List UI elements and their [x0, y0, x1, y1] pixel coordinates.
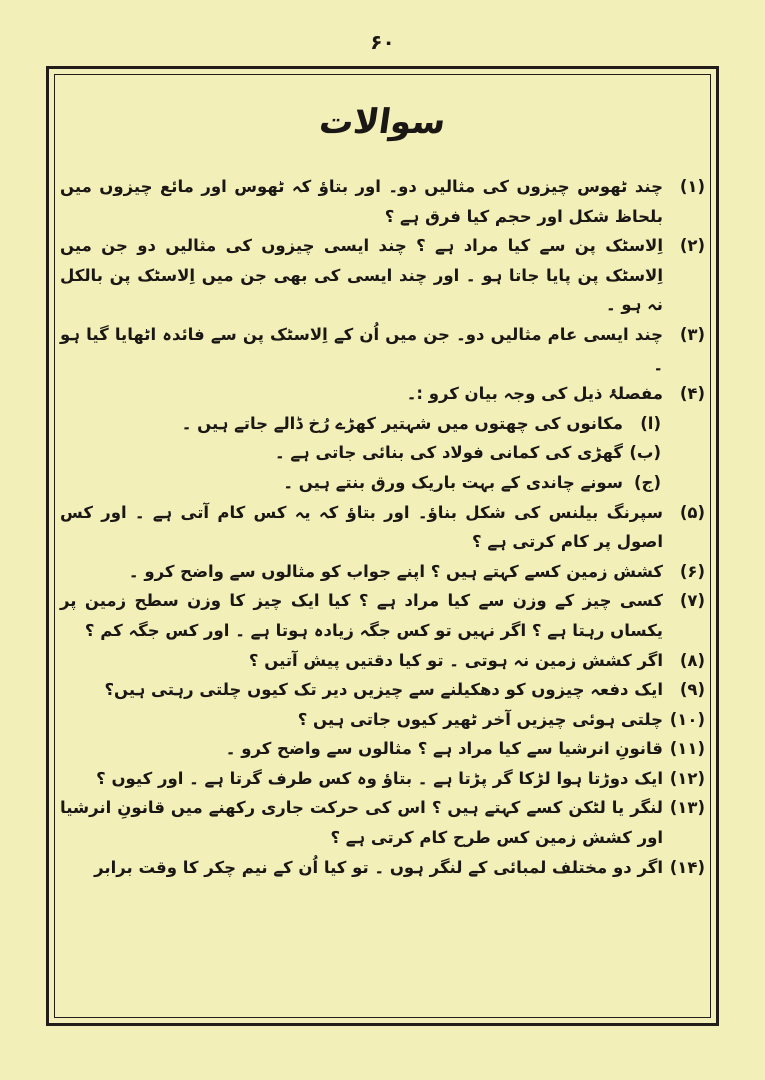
- question-number: (۷): [679, 591, 705, 611]
- question-item: [60, 172, 705, 231]
- question-number: (۱): [679, 177, 705, 196]
- question-text: لنگر یا لٹکن کسے کہتے ہیں ؟ اس کی حرکت جاری رکھنے میں قانونِ انرشیا اور کشش زمین کس طرح کام کرتی ہے ؟: [60, 798, 663, 848]
- question-item: [60, 675, 705, 705]
- question-number: (۱۲): [669, 768, 705, 788]
- question-item: [60, 379, 705, 409]
- question-text: کشش زمین کسے کہتے ہیں ؟ اپنے جواب کو مثالوں سے واضح کرو ۔: [128, 561, 663, 581]
- question-list: [60, 172, 705, 882]
- question-item: [60, 586, 705, 645]
- question-text: ایک دوڑتا ہوا لڑکا گر پڑتا ہے ۔ بتاؤ وہ کس طرف گرتا ہے ۔ اور کیوں ؟: [96, 768, 663, 788]
- question-text: قانونِ انرشیا سے کیا مراد ہے ؟ مثالوں سے واضح کرو ۔: [225, 739, 663, 759]
- question-number: (۵): [679, 502, 705, 522]
- sub-item-letter: (ج): [634, 472, 661, 492]
- sub-item-text: سونے چاندی کے بہت باریک ورق بنتے ہیں ۔: [283, 472, 623, 492]
- question-text: چند ایسی عام مثالیں دو۔ جن میں اُن کے اِلاسٹک پن سے فائدہ اٹھایا گیا ہو ۔: [60, 324, 663, 374]
- question-text: سپرنگ بیلنس کی شکل بناؤ۔ اور بتاؤ کہ یہ کس کام آتی ہے ۔ اور کس اصول پر کام کرتی ہے ؟: [60, 502, 663, 552]
- question-number: (۱۱): [669, 739, 705, 759]
- question-item: [60, 231, 705, 320]
- question-number: (۴): [679, 384, 705, 404]
- page-content: [60, 100, 705, 882]
- page-heading: سوالات: [316, 102, 449, 142]
- question-item: [60, 853, 705, 883]
- question-text: چند ٹھوس چیزوں کی مثالیں دو۔ اور بتاؤ کہ ٹھوس اور مائع چیزوں میں بلحاظ شکل اور حجم کیا فرق ہے ؟: [60, 177, 663, 226]
- question-item: [60, 734, 705, 764]
- question-item: [60, 705, 705, 735]
- question-text: اِلاسٹک پن سے کیا مراد ہے ؟ چند ایسی چیزوں کی مثالیں دو جن میں اِلاسٹک پن پایا جاتا ہو ۔ اور چند ایسی کی بھی جن میں اِلاسٹک پن بالکل نہ ہو ۔: [60, 236, 663, 315]
- question-number: (۱۳): [669, 798, 705, 818]
- question-number: (۶): [679, 561, 705, 581]
- question-number: (۲): [679, 236, 705, 256]
- sub-item: [60, 409, 705, 439]
- question-number: (۸): [679, 650, 705, 670]
- question-item: [60, 557, 705, 587]
- question-number: (۱۰): [669, 709, 705, 729]
- sub-item-text: گھڑی کی کمانی فولاد کی بنائی جاتی ہے ۔: [274, 443, 623, 463]
- sub-item: [60, 438, 705, 468]
- question-text: ایک دفعہ چیزوں کو دھکیلنے سے چیزیں دیر تک کیوں چلتی رہتی ہیں؟: [104, 680, 663, 700]
- question-number: (۱۴): [669, 857, 705, 877]
- sub-item-letter: (ا): [640, 413, 661, 433]
- question-item: [60, 646, 705, 676]
- question-text: اگر کشش زمین نہ ہوتی ۔ تو کیا دقتیں پیش آتیں ؟: [248, 650, 663, 670]
- question-text: چلتی ہوئی چیزیں آخر ٹھیر کیوں جاتی ہیں ؟: [297, 709, 663, 729]
- sub-item-letter: (ب): [629, 443, 661, 463]
- question-item: [60, 764, 705, 794]
- question-text: کسی چیز کے وزن سے کیا مراد ہے ؟ کیا ایک چیز کا وزن سطح زمین پر یکساں رہتا ہے ؟ اگر نہیں تو کس جگہ زیادہ ہوتا ہے ۔ اور کس جگہ کم ؟: [60, 591, 663, 640]
- page-number: ۶۰: [370, 30, 395, 54]
- question-number: (۳): [679, 324, 705, 344]
- sub-item: [60, 468, 705, 498]
- question-number: (۹): [679, 680, 705, 700]
- question-text: اگر دو مختلف لمبائی کے لنگر ہوں ۔ تو کیا اُن کے نیم چکر کا وقت برابر: [94, 857, 663, 877]
- question-text: مفصلۂ ذیل کی وجہ بیان کرو :۔: [406, 384, 663, 404]
- question-item: [60, 793, 705, 852]
- question-item: [60, 498, 705, 557]
- question-item: [60, 320, 705, 379]
- sub-item-text: مکانوں کی چھتوں میں شہتیر کھڑے رُخ ڈالے جاتے ہیں ۔: [181, 413, 623, 433]
